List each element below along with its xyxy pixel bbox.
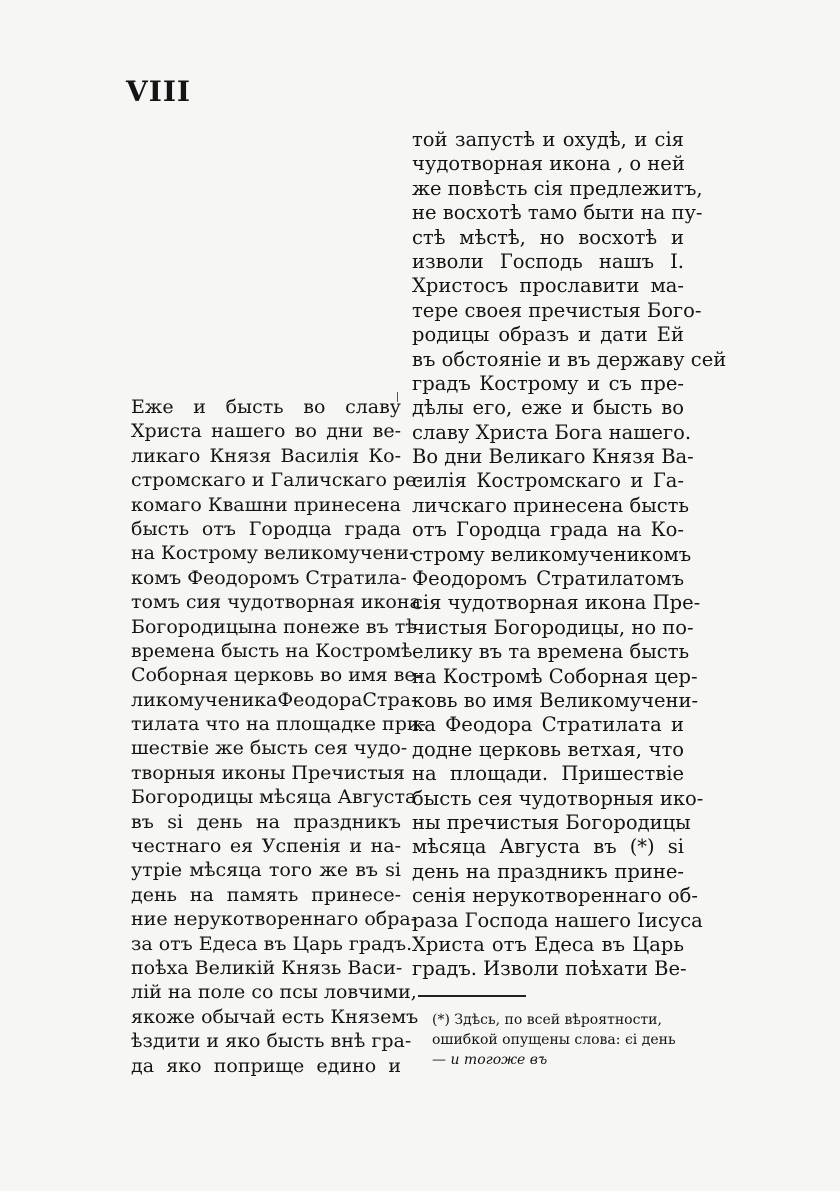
text-line: чудотворная икона , о ней [412, 152, 685, 176]
text-line: на Кострому великомучени- [131, 542, 416, 565]
text-line: градъ. Изволи поѣхати Ве- [412, 957, 687, 981]
text-line: да яко поприще едино и [131, 1054, 401, 1077]
text-line: Соборная церковь во имя ве- [131, 664, 423, 687]
text-line: чистыя Богородицы, но по- [412, 615, 694, 639]
text-line: Богородицына понеже въ тѣ [131, 615, 417, 638]
text-line: ние нерукотвореннаго обра- [131, 908, 418, 931]
page-number: VIII [126, 75, 192, 108]
text-line: ликаго Князя Василія Ко- [131, 444, 401, 467]
text-line: силія Костромскаго и Га- [412, 469, 684, 493]
text-line: изволи Господь нашъ І. [412, 249, 684, 273]
text-line: времена бысть на Костромѣ [131, 639, 413, 662]
text-line: личскаго принесена бысть [412, 493, 690, 517]
text-line: Еже и бысть во славу [131, 396, 401, 418]
text-line: комаго Квашни принесена [131, 493, 401, 516]
text-line: сенія нерукотвореннаго об- [412, 884, 698, 908]
left-text-column [131, 395, 426, 1078]
text-line: ны пречистыя Богородицы [412, 810, 691, 834]
text-line: поѣха Великій Князь Васи- [131, 956, 403, 979]
footnote-line: — и тогоже въ [432, 1052, 548, 1068]
text-line: дѣлы его, еже и бысть во [412, 396, 684, 420]
text-line: утріе мѣсяца того же въ ѕі [131, 859, 401, 882]
text-line: на площади. Пришествіе [412, 762, 684, 786]
text-line: Богородицы мѣсяца Августа [131, 786, 417, 809]
footnote-rule [418, 995, 526, 997]
footnote-line: ошибкой опущены слова: єі день [432, 1032, 676, 1048]
text-line: день на праздникъ прине- [412, 859, 684, 883]
text-line: на Костромѣ Соборная цер- [412, 664, 698, 688]
text-line: бысть отъ Городца града [131, 517, 401, 540]
text-line: Христосъ прославити ма- [412, 274, 684, 298]
text-line: додне церковь ветхая, что [412, 737, 684, 761]
text-line: ѣздити и яко бысть внѣ гра- [131, 1030, 412, 1053]
text-line: томъ сия чудотворная икона [131, 591, 421, 614]
text-line: стромскаго и Галичскаго ре- [131, 469, 423, 492]
text-line: тилата что на площадке при- [131, 713, 426, 736]
text-line: Христа отъ Едеса въ Царь [412, 932, 684, 956]
text-line: за отъ Едеса въ Царь градъ. [131, 932, 413, 955]
text-line: въ обстояніе и въ державу сей [412, 347, 727, 371]
text-line: Христа нашего во дни ве- [131, 420, 401, 443]
text-line: родицы образъ и дати Ей [412, 323, 684, 347]
text-line: градъ Кострому и съ пре- [412, 371, 684, 395]
text-line: комъ Феодоромъ Стратила- [131, 566, 407, 589]
text-line: мѣсяца Августа въ (*) ѕі [412, 835, 684, 859]
text-line: Во дни Великаго Князя Ва- [412, 445, 694, 469]
text-line: стѣ мѣстѣ, но восхотѣ и [412, 225, 684, 249]
text-line: ка Феодора Стратилата и [412, 713, 684, 737]
text-line: лій на поле со псы ловчими, [131, 981, 417, 1004]
text-line: отъ Городца града на Ко- [412, 518, 684, 542]
text-line: Феодоромъ Стратилатомъ [412, 567, 684, 591]
right-text-column [412, 128, 727, 982]
text-line: бысть сея чудотворныя ико- [412, 786, 704, 810]
text-line: творныя иконы Пречистыя [131, 761, 405, 784]
text-line: раза Господа нашего Іисуса [412, 908, 703, 932]
text-line: не восхотѣ тамо быти на пу- [412, 201, 703, 225]
text-line: ковь во имя Великомучени- [412, 688, 699, 712]
text-line: елику въ та времена бысть [412, 640, 690, 664]
text-line: честнаго ея Успенія и на- [131, 835, 401, 858]
text-line: славу Христа Бога нашего. [412, 420, 692, 444]
text-line: день на память принесе- [131, 883, 401, 906]
footnote-line: (*) Здѣсь, по всей вѣроятности, [432, 1012, 662, 1028]
text-line: строму великомученикомъ [412, 542, 692, 566]
text-line: въ ѕі день на праздникъ [131, 810, 401, 833]
text-line: ликомученикаФеодораСтра- [131, 688, 418, 711]
text-line: же повѣсть сія предлежитъ, [412, 176, 703, 200]
text-line: той запустѣ и охудѣ, и сія [412, 128, 684, 151]
footnote [432, 1010, 692, 1070]
text-line: шествіе же бысть сея чудо- [131, 737, 408, 760]
text-line: тере своея пречистыя Бого- [412, 298, 702, 322]
text-line: сія чудотворная икона Пре- [412, 591, 701, 615]
text-line: якоже обычай есть Княземъ [131, 1005, 419, 1028]
